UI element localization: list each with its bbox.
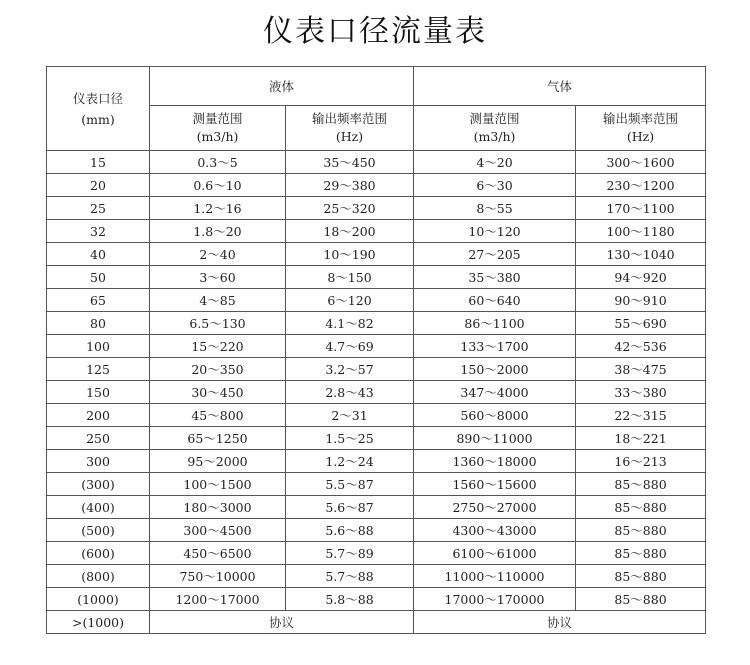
cell-liquid-freq: 25～320 (286, 197, 414, 220)
table-row (47, 450, 706, 473)
cell-liquid-range: 750～10000 (150, 565, 286, 588)
cell-liquid-freq: 8～150 (286, 266, 414, 289)
cell-gas-range: 6100～61000 (414, 542, 576, 565)
cell-gas-range: 1560～15600 (414, 473, 576, 496)
cell-gas-freq: 85～880 (576, 496, 706, 519)
cell-gas-freq: 18～221 (576, 427, 706, 450)
cell-diameter: >(1000) (47, 611, 150, 634)
cell-gas-freq: 230～1200 (576, 174, 706, 197)
cell-diameter: 40 (47, 243, 150, 266)
cell-diameter: 150 (47, 381, 150, 404)
cell-diameter: (1000) (47, 588, 150, 611)
cell-gas-range: 6～30 (414, 174, 576, 197)
cell-diameter: 250 (47, 427, 150, 450)
cell-liquid-range: 1.8～20 (150, 220, 286, 243)
cell-liquid-freq: 5.6～87 (286, 496, 414, 519)
cell-gas-freq: 16～213 (576, 450, 706, 473)
cell-gas-freq: 55～690 (576, 312, 706, 335)
cell-liquid-range: 4～85 (150, 289, 286, 312)
header-liquid-freq (286, 106, 414, 151)
table-row (47, 335, 706, 358)
cell-diameter: 32 (47, 220, 150, 243)
cell-liquid-range: 95～2000 (150, 450, 286, 473)
cell-liquid-freq: 29～380 (286, 174, 414, 197)
cell-gas-range: 10～120 (414, 220, 576, 243)
cell-diameter: (800) (47, 565, 150, 588)
header-gas-freq (576, 106, 706, 151)
cell-gas-range: 347～4000 (414, 381, 576, 404)
cell-gas-freq: 85～880 (576, 542, 706, 565)
table-row (47, 427, 706, 450)
cell-liquid-freq: 5.7～89 (286, 542, 414, 565)
table-row (47, 381, 706, 404)
table-row (47, 266, 706, 289)
cell-liquid-range: 1200～17000 (150, 588, 286, 611)
cell-liquid-range: 65～1250 (150, 427, 286, 450)
cell-liquid-range: 0.3～5 (150, 151, 286, 174)
table-row (47, 174, 706, 197)
header-gas-freq-label: 输出频率范围 (603, 111, 679, 126)
cell-liquid-freq: 3.2～57 (286, 358, 414, 381)
cell-gas-range: 4～20 (414, 151, 576, 174)
cell-liquid-freq: 1.5～25 (286, 427, 414, 450)
cell-gas-range: 1360～18000 (414, 450, 576, 473)
cell-liquid-freq: 5.5～87 (286, 473, 414, 496)
table-row (47, 404, 706, 427)
table-body (47, 151, 706, 634)
cell-diameter: 200 (47, 404, 150, 427)
cell-diameter: 15 (47, 151, 150, 174)
cell-liquid-range: 450～6500 (150, 542, 286, 565)
cell-liquid-range: 15～220 (150, 335, 286, 358)
table-row (47, 151, 706, 174)
cell-liquid-range: 300～4500 (150, 519, 286, 542)
cell-liquid-range: 0.6～10 (150, 174, 286, 197)
cell-gas-freq: 22～315 (576, 404, 706, 427)
cell-liquid-freq: 4.1～82 (286, 312, 414, 335)
cell-gas-freq: 130～1040 (576, 243, 706, 266)
table-row (47, 358, 706, 381)
cell-diameter: 100 (47, 335, 150, 358)
cell-diameter: 20 (47, 174, 150, 197)
cell-gas-freq: 170～1100 (576, 197, 706, 220)
cell-gas-negotiable: 协议 (414, 611, 706, 634)
cell-liquid-freq: 5.8～88 (286, 588, 414, 611)
header-gas-freq-unit: (Hz) (626, 129, 655, 144)
header-diameter-unit: (mm) (81, 111, 115, 127)
cell-gas-range: 8～55 (414, 197, 576, 220)
header-gas: 气体 (414, 67, 706, 106)
cell-gas-freq: 38～475 (576, 358, 706, 381)
table-row (47, 220, 706, 243)
cell-liquid-freq: 4.7～69 (286, 335, 414, 358)
cell-gas-freq: 85～880 (576, 565, 706, 588)
cell-gas-range: 27～205 (414, 243, 576, 266)
cell-gas-freq: 33～380 (576, 381, 706, 404)
cell-diameter: (300) (47, 473, 150, 496)
cell-diameter: 125 (47, 358, 150, 381)
cell-liquid-freq: 5.7～88 (286, 565, 414, 588)
cell-liquid-freq: 18～200 (286, 220, 414, 243)
header-liquid-range-unit: (m3/h) (196, 129, 239, 144)
cell-liquid-range: 2～40 (150, 243, 286, 266)
header-liquid-freq-unit: (Hz) (335, 129, 364, 144)
cell-gas-range: 60～640 (414, 289, 576, 312)
header-row-groups (47, 67, 706, 106)
table-row (47, 588, 706, 611)
cell-gas-freq: 85～880 (576, 588, 706, 611)
header-liquid-freq-label: 输出频率范围 (312, 111, 388, 126)
cell-liquid-negotiable: 协议 (150, 611, 414, 634)
header-gas-range-unit: (m3/h) (473, 129, 516, 144)
cell-liquid-range: 1.2～16 (150, 197, 286, 220)
cell-gas-range: 133～1700 (414, 335, 576, 358)
cell-gas-range: 2750～27000 (414, 496, 576, 519)
cell-gas-range: 11000～110000 (414, 565, 576, 588)
cell-liquid-freq: 2.8～43 (286, 381, 414, 404)
header-liquid-range-label: 测量范围 (192, 111, 243, 126)
cell-gas-range: 560～8000 (414, 404, 576, 427)
table-row (47, 542, 706, 565)
flow-table (46, 66, 706, 634)
cell-liquid-freq: 6～120 (286, 289, 414, 312)
cell-diameter: (500) (47, 519, 150, 542)
cell-liquid-freq: 35～450 (286, 151, 414, 174)
cell-gas-freq: 90～910 (576, 289, 706, 312)
header-diameter (47, 67, 150, 151)
cell-diameter: 50 (47, 266, 150, 289)
table-row (47, 519, 706, 542)
cell-diameter: (600) (47, 542, 150, 565)
cell-liquid-range: 20～350 (150, 358, 286, 381)
header-gas-range-label: 测量范围 (469, 111, 520, 126)
page-title: 仪表口径流量表 (263, 14, 487, 49)
table-row (47, 243, 706, 266)
table-row-negotiable (47, 611, 706, 634)
header-gas-range (414, 106, 576, 151)
cell-liquid-range: 100～1500 (150, 473, 286, 496)
cell-liquid-range: 30～450 (150, 381, 286, 404)
cell-liquid-range: 45～800 (150, 404, 286, 427)
cell-gas-range: 890～11000 (414, 427, 576, 450)
cell-gas-freq: 300～1600 (576, 151, 706, 174)
cell-liquid-freq: 5.6～88 (286, 519, 414, 542)
cell-liquid-freq: 10～190 (286, 243, 414, 266)
cell-gas-range: 4300～43000 (414, 519, 576, 542)
cell-diameter: (400) (47, 496, 150, 519)
header-liquid: 液体 (150, 67, 414, 106)
cell-diameter: 300 (47, 450, 150, 473)
cell-liquid-freq: 1.2～24 (286, 450, 414, 473)
cell-liquid-range: 180～3000 (150, 496, 286, 519)
table-row (47, 197, 706, 220)
cell-liquid-freq: 2～31 (286, 404, 414, 427)
cell-liquid-range: 6.5～130 (150, 312, 286, 335)
cell-gas-range: 150～2000 (414, 358, 576, 381)
table-row (47, 312, 706, 335)
header-diameter-label: 仪表口径 (72, 90, 123, 106)
table-row (47, 496, 706, 519)
cell-diameter: 80 (47, 312, 150, 335)
cell-gas-freq: 85～880 (576, 473, 706, 496)
table-row (47, 565, 706, 588)
table-row (47, 289, 706, 312)
header-liquid-range (150, 106, 286, 151)
cell-diameter: 65 (47, 289, 150, 312)
cell-gas-freq: 85～880 (576, 519, 706, 542)
cell-liquid-range: 3～60 (150, 266, 286, 289)
cell-gas-range: 86～1100 (414, 312, 576, 335)
cell-gas-freq: 94～920 (576, 266, 706, 289)
cell-gas-range: 35～380 (414, 266, 576, 289)
table-row (47, 473, 706, 496)
cell-gas-range: 17000～170000 (414, 588, 576, 611)
cell-gas-freq: 100～1180 (576, 220, 706, 243)
cell-diameter: 25 (47, 197, 150, 220)
cell-gas-freq: 42～536 (576, 335, 706, 358)
